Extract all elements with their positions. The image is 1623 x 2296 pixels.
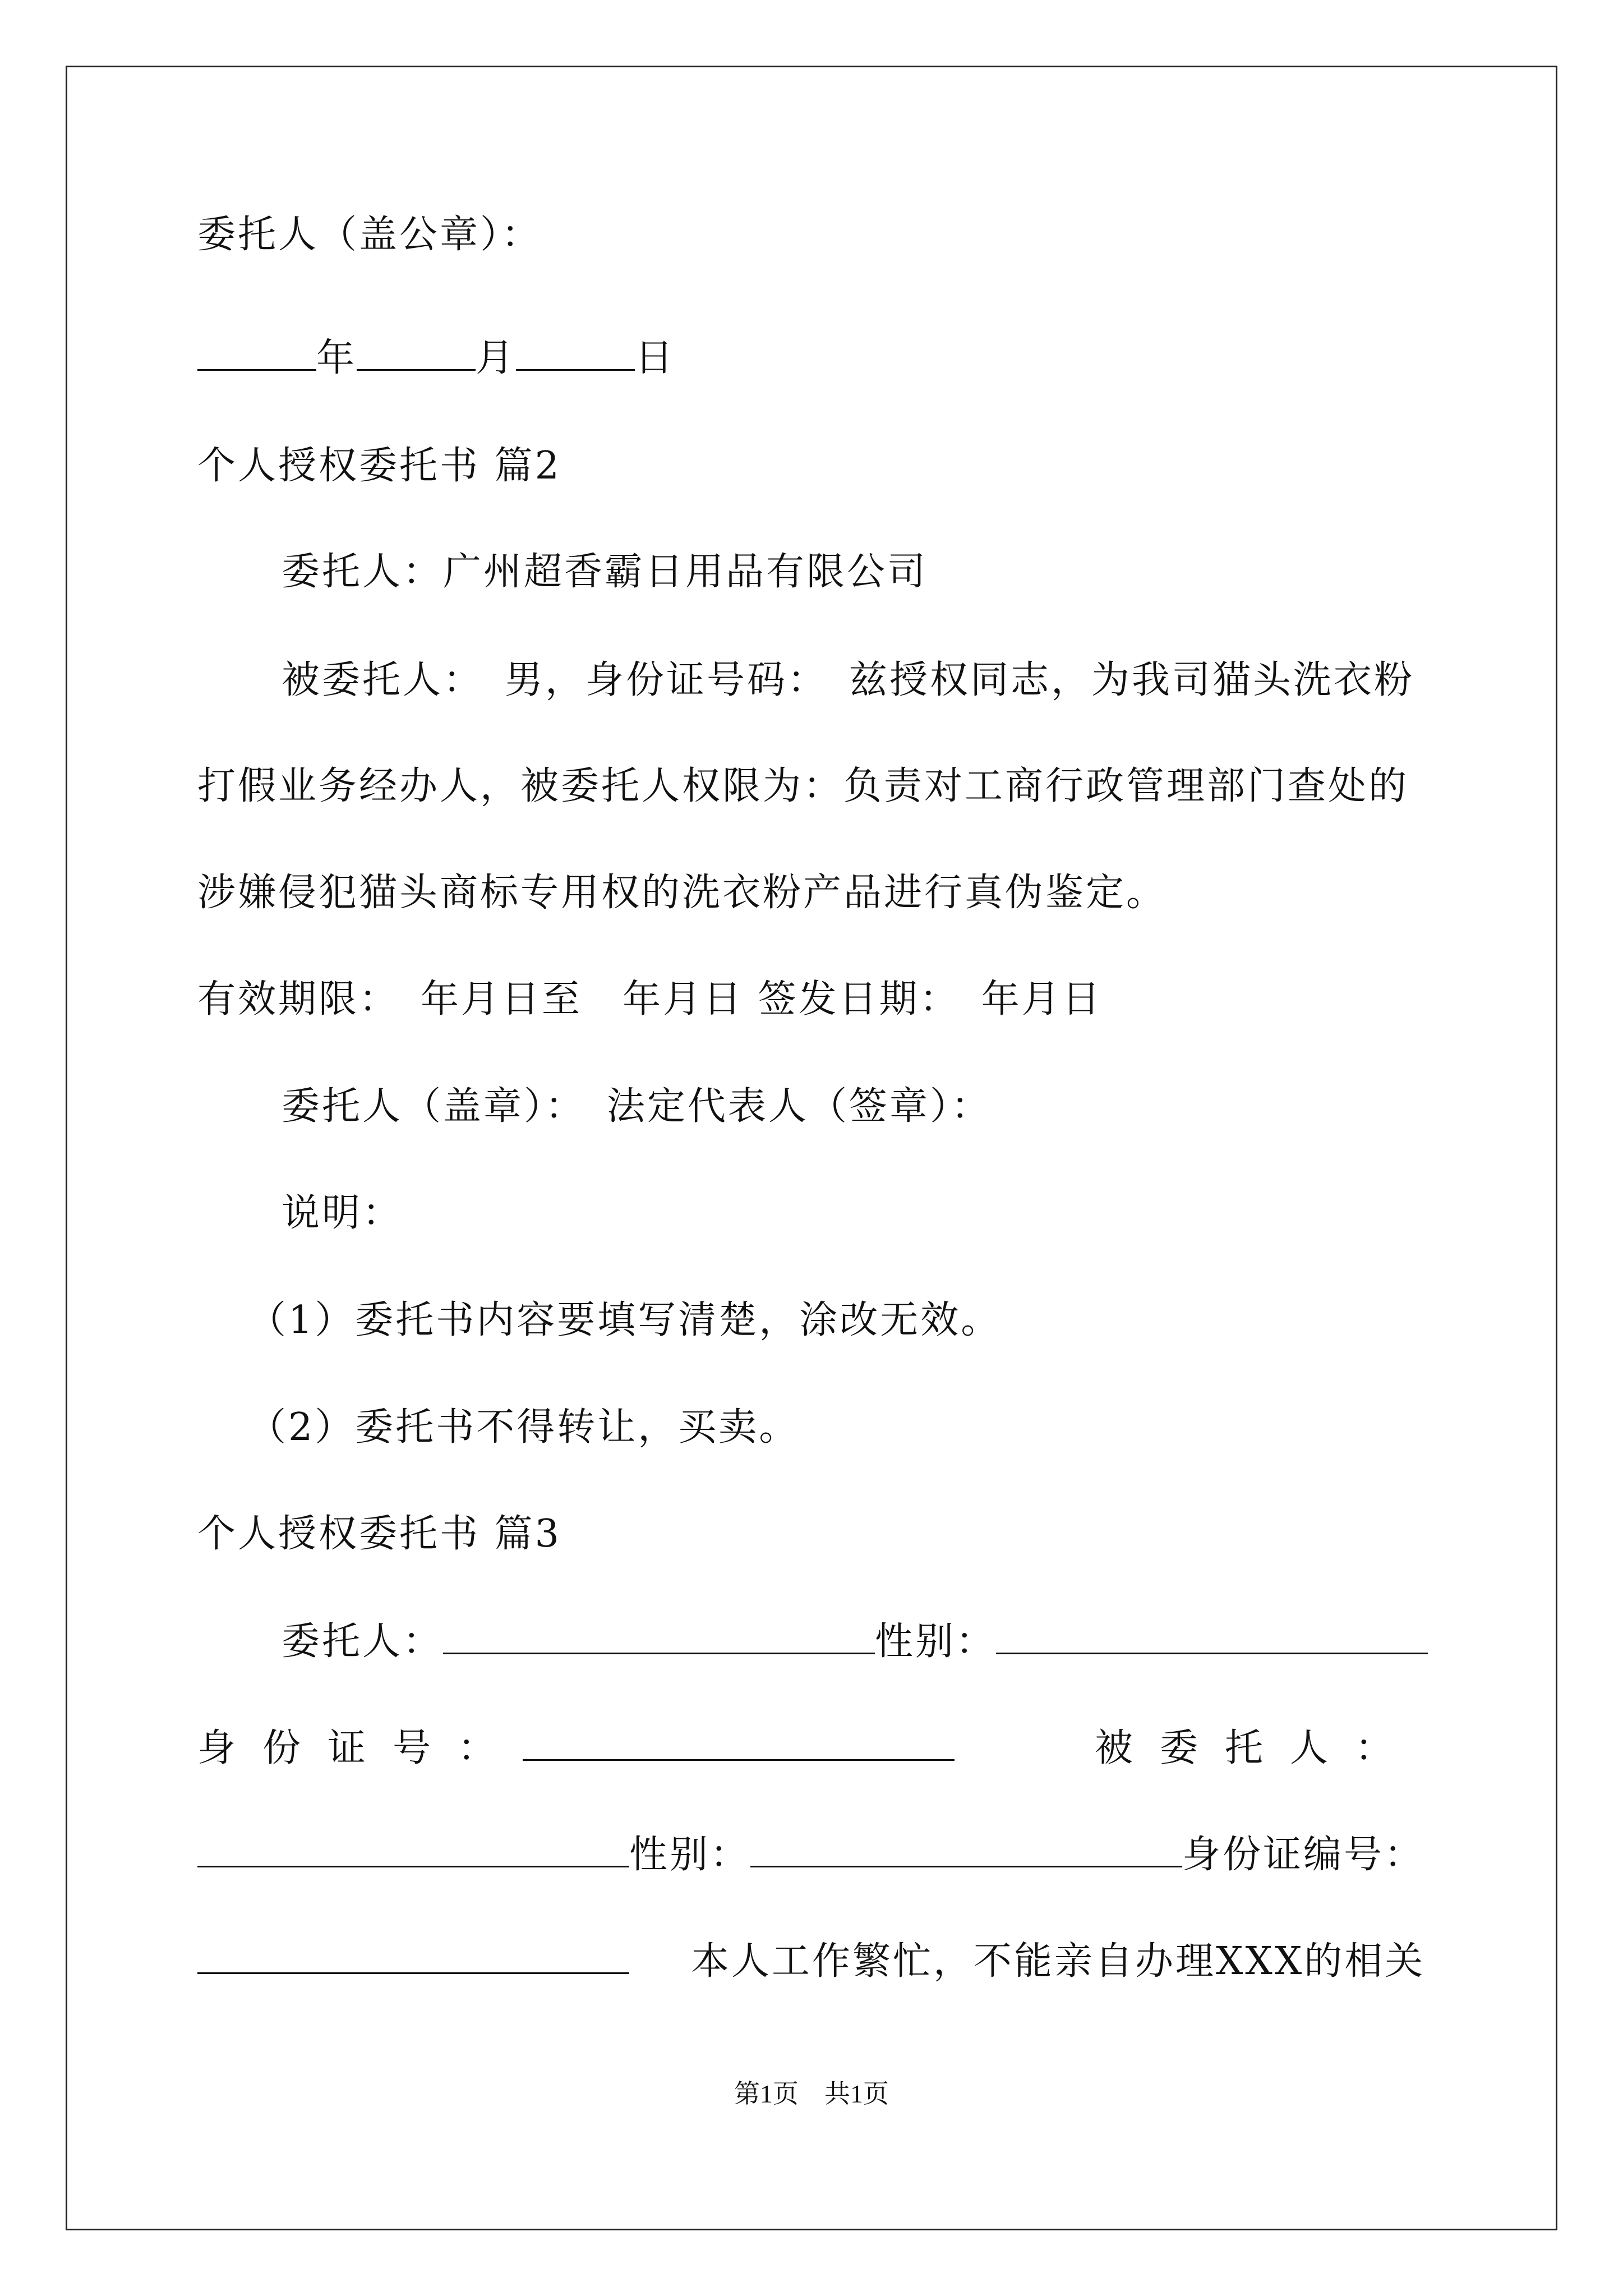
notes-heading	[282, 1188, 1515, 1239]
agent-gender-blank[interactable]	[750, 1831, 1182, 1867]
agent-gender-id-line	[197, 1830, 1431, 1880]
agent-blank[interactable]	[197, 1831, 629, 1867]
agent-label: 被委托人：	[1095, 1726, 1421, 1770]
statement-line	[197, 1936, 1431, 1987]
agent-gender-label: 性别：	[629, 1833, 751, 1877]
year-label: 年	[316, 336, 357, 380]
principal-line	[282, 547, 1515, 597]
principal-text: 委托人：广州超香霸日用品有限公司	[282, 550, 928, 594]
year-blank[interactable]	[197, 334, 316, 371]
signature-line	[282, 1082, 1515, 1132]
date-line	[197, 333, 1431, 384]
statement-text: 本人工作繁忙，不能亲自办理XXX的相关	[691, 1939, 1426, 1984]
section-heading-3	[197, 1509, 1431, 1559]
section-heading-2-text: 个人授权委托书 篇2	[197, 444, 561, 488]
day-label: 日	[635, 336, 676, 380]
note-2	[248, 1402, 1482, 1453]
validity-text: 有效期限： 年月日至 年月日 签发日期： 年月日	[197, 977, 1103, 1022]
id-number-blank[interactable]	[523, 1724, 955, 1761]
agent-paragraph-line-3	[197, 868, 1431, 918]
principal-blank[interactable]	[443, 1618, 875, 1654]
principal-label: 委托人：	[282, 1619, 444, 1664]
agent-paragraph-text-3: 涉嫌侵犯猫头商标专用权的洗衣粉产品进行真伪鉴定。	[197, 871, 1167, 915]
page-footer	[0, 2077, 1623, 2111]
agent-paragraph-text-1: 被委托人： 男，身份证号码： 兹授权同志，为我司猫头洗衣粉	[282, 658, 1415, 702]
month-label: 月	[476, 336, 517, 380]
section-heading-3-text: 个人授权委托书 篇3	[197, 1512, 561, 1556]
section-heading-2	[197, 441, 1431, 491]
note-1-text: （1）委托书内容要填写清楚，涂改无效。	[248, 1298, 1002, 1342]
agent-paragraph-line-1	[282, 655, 1515, 706]
id-agent-line	[197, 1723, 1431, 1774]
agent-id-blank[interactable]	[197, 1938, 629, 1974]
principal-gender-blank[interactable]	[996, 1618, 1428, 1654]
note-1	[248, 1295, 1482, 1346]
month-blank[interactable]	[357, 334, 476, 371]
notes-heading-text: 说明：	[282, 1191, 403, 1235]
principal-gender-label: 性别：	[875, 1619, 997, 1664]
note-2-text: （2）委托书不得转让，买卖。	[248, 1405, 800, 1450]
day-blank[interactable]	[516, 334, 635, 371]
agent-paragraph-text-2: 打假业务经办人，被委托人权限为：负责对工商行政管理部门查处的	[197, 764, 1409, 808]
id-number-label: 身份证号：	[197, 1726, 523, 1770]
validity-line	[197, 974, 1431, 1025]
page-border	[66, 66, 1557, 2230]
agent-id-label: 身份证编号：	[1182, 1833, 1425, 1877]
signature-text: 委托人（盖章）： 法定代表人（签章）：	[282, 1084, 992, 1129]
principal-seal-line	[197, 210, 1431, 260]
page-number: 第1页 共1页	[734, 2079, 889, 2108]
agent-paragraph-line-2	[197, 761, 1431, 812]
principal-gender-line	[282, 1617, 1515, 1667]
principal-seal-label: 委托人（盖公章）：	[197, 213, 542, 257]
